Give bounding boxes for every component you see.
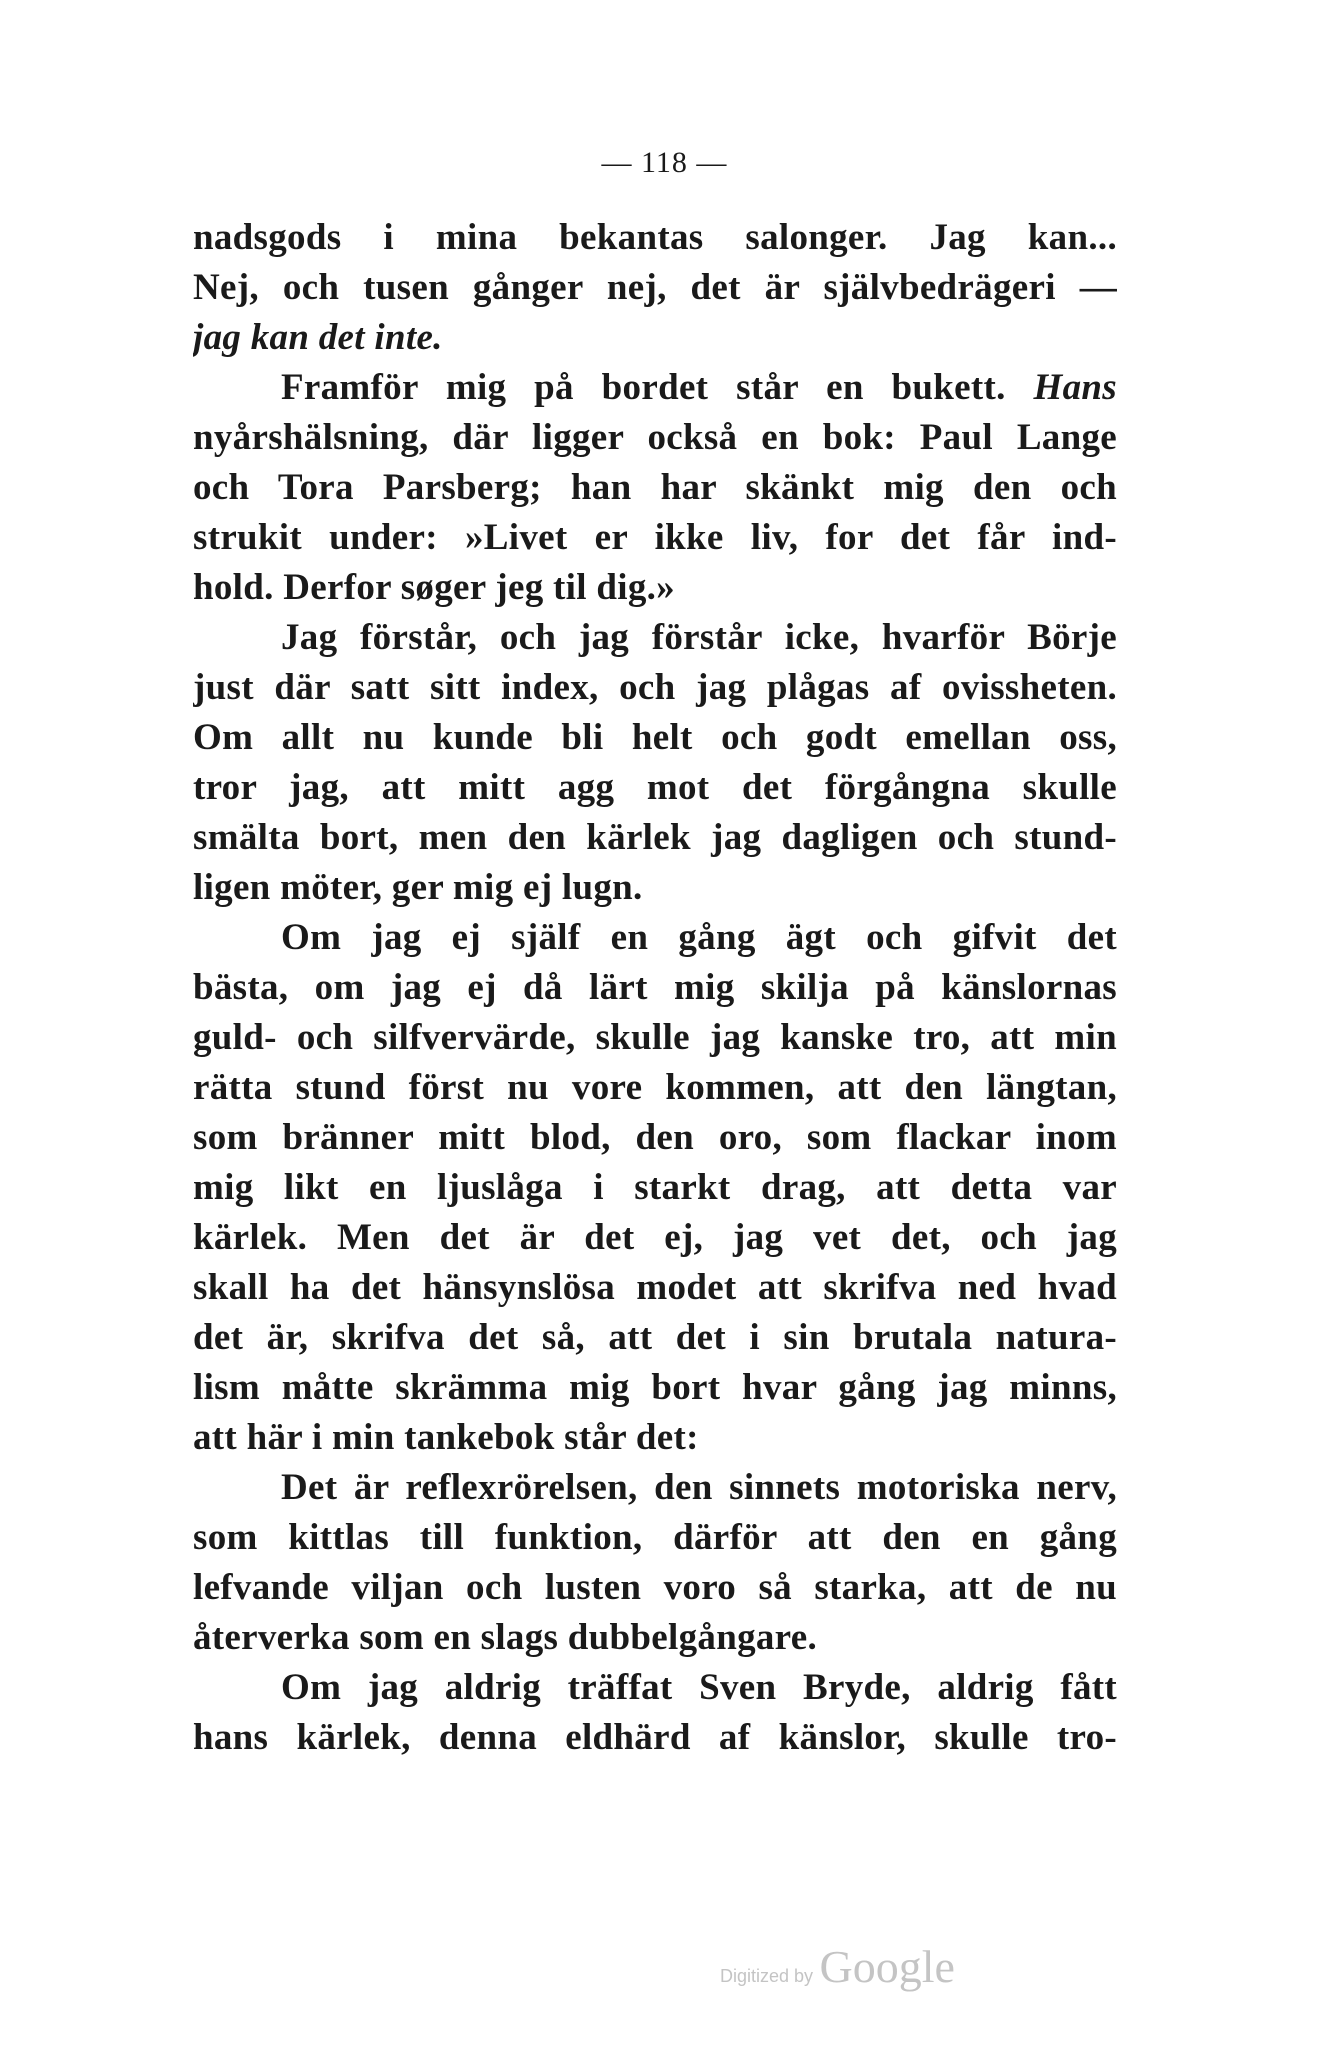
watermark-brand: Google [819,1941,955,1992]
text-line: Om jag aldrig träffat Sven Bryde, aldrig fått [281,1667,1117,1708]
text-line: smälta bort, men den kärlek jag dagligen och stund- [193,817,1117,858]
body-text [193,213,1117,1763]
watermark-prefix: Digitized by [720,1966,814,1986]
text-line: lefvande viljan och lusten voro så starka, att de nu [193,1567,1117,1608]
text-line: och Tora Parsberg; han har skänkt mig den och [193,467,1117,508]
text-line [193,363,1117,413]
text-line: Jag förstår, och jag förstår icke, hvarför Börje [281,617,1117,658]
text-line: rätta stund först nu vore kommen, att den längtan, [193,1067,1117,1108]
text-line: mig likt en ljuslåga i starkt drag, att detta var [193,1167,1117,1208]
digitized-watermark [720,1940,1040,2000]
text-line: hold. Derfor søger jeg til dig.» [193,567,675,608]
text-line-segment: Hans [1033,367,1117,408]
text-line: bästa, om jag ej då lärt mig skilja på känslornas [193,967,1117,1008]
page-number: — 118 — [601,146,728,179]
text-line: att här i min tankebok står det: [193,1417,699,1458]
text-line: det är, skrifva det så, att det i sin brutala natura- [193,1317,1117,1358]
text-line: Om jag ej själf en gång ägt och gifvit det [281,917,1117,958]
text-line: strukit under: »Livet er ikke liv, for det får ind- [193,517,1117,558]
text-line: Om allt nu kunde bli helt och godt emellan oss, [193,717,1117,758]
text-line: som bränner mitt blod, den oro, som flackar inom [193,1117,1117,1158]
text-line: kärlek. Men det är det ej, jag vet det, och jag [193,1217,1117,1258]
text-line: som kittlas till funktion, därför att den en gång [193,1517,1117,1558]
text-line: just där satt sitt index, och jag plågas af ovissheten. [193,667,1117,708]
text-line: skall ha det hänsynslösa modet att skrifva ned hvad [193,1267,1117,1308]
text-line: ligen möter, ger mig ej lugn. [193,867,643,908]
text-line-segment: Framför mig på bordet står en bukett. [281,367,1034,408]
text-line: lism måtte skrämma mig bort hvar gång jag minns, [193,1367,1117,1408]
text-line: Nej, och tusen gånger nej, det är självbedrägeri — [193,267,1117,308]
text-line: jag kan det inte. [193,317,443,358]
text-line: återverka som en slags dubbelgångare. [193,1617,818,1658]
text-line: guld- och silfvervärde, skulle jag kanske tro, att min [193,1017,1117,1058]
text-line: Det är reflexrörelsen, den sinnets motoriska nerv, [281,1467,1117,1508]
text-line: nadsgods i mina bekantas salonger. Jag kan... [193,217,1117,258]
text-line: hans kärlek, denna eldhärd af känslor, skulle tro- [193,1717,1117,1758]
text-line: tror jag, att mitt agg mot det förgångna skulle [193,767,1117,808]
text-line: nyårshälsning, där ligger också en bok: Paul Lange [193,417,1117,458]
